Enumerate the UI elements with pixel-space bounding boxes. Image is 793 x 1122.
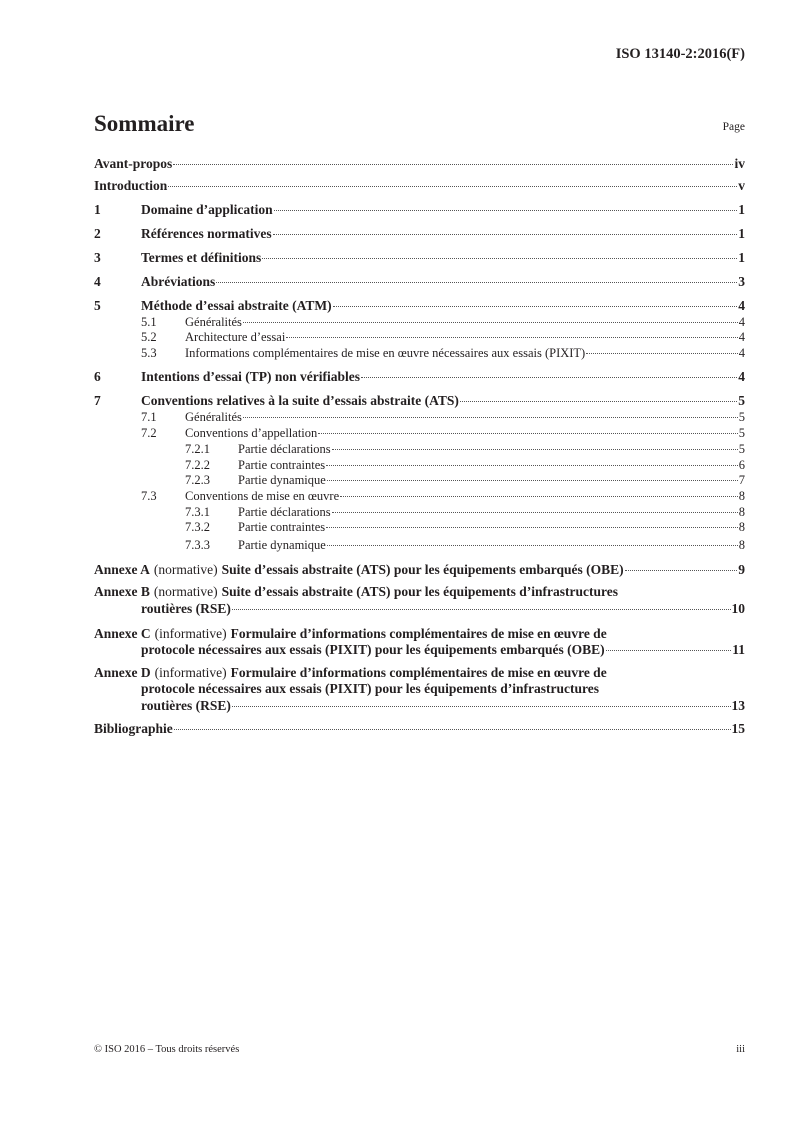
annex-label[interactable]: Annexe C (94, 626, 151, 641)
toc-entry[interactable] (185, 426, 745, 441)
toc-entry-bibliography[interactable] (94, 721, 745, 737)
toc-entry-page: 8 (738, 505, 745, 519)
toc-entry-title[interactable]: Partie déclarations (238, 442, 331, 456)
toc-entry-page: 5 (738, 426, 745, 440)
annex-title-line[interactable]: Formulaire d’informations complémentaires de mise en œuvre de (230, 665, 607, 680)
annex-line[interactable] (94, 562, 745, 578)
toc-entry-number: 5.2 (141, 330, 157, 344)
toc-entry[interactable] (185, 410, 745, 425)
toc-entry-page: 4 (738, 298, 745, 313)
toc-entry-page: 5 (738, 442, 745, 456)
toc-entry-page: iv (734, 156, 745, 171)
toc-entry-title[interactable]: Partie déclarations (238, 505, 331, 519)
toc-entry-title[interactable]: Termes et définitions (141, 250, 262, 265)
toc-entry[interactable] (185, 346, 745, 361)
toc-entry-number: 7.3 (141, 489, 157, 503)
annex-kind: (normative) (153, 562, 218, 577)
toc-entry-title[interactable]: Architecture d’essai (185, 330, 286, 344)
toc-entry-number: 7.3.2 (185, 520, 210, 534)
toc-entry-page: 6 (738, 458, 745, 472)
annex-line[interactable] (94, 626, 607, 642)
dot-leader (361, 377, 737, 378)
toc-entry-title[interactable]: Informations complémentaires de mise en œuvre nécessaires aux essais (PIXIT) (185, 346, 586, 360)
toc-entry-number: 7.3.3 (185, 538, 210, 552)
toc-entry[interactable] (238, 520, 745, 535)
annex-line[interactable] (141, 601, 745, 617)
dot-leader (274, 210, 738, 211)
dot-leader (586, 353, 738, 354)
annex-line[interactable] (94, 584, 618, 600)
toc-entry-number: 3 (94, 250, 101, 265)
annex-kind: (informative) (154, 626, 227, 641)
annex-title-line[interactable]: protocole nécessaires aux essais (PIXIT) pour les équipements d’infrastructures (141, 681, 599, 696)
toc-entry[interactable] (238, 458, 745, 473)
toc-entry-title[interactable]: Intentions d’essai (TP) non vérifiables (141, 369, 361, 384)
annex-page: 13 (731, 698, 745, 713)
dot-leader (243, 417, 738, 418)
toc-entry[interactable] (94, 156, 745, 172)
toc-entry-page: 4 (738, 330, 745, 344)
dot-leader (340, 496, 738, 497)
dot-leader (606, 650, 732, 651)
toc-entry-title[interactable]: Méthode d’essai abstraite (ATM) (141, 298, 332, 313)
toc-entry-title[interactable]: Généralités (185, 410, 242, 424)
toc-entry-page: 4 (738, 315, 745, 329)
document-id-header: ISO 13140-2:2016(F) (615, 46, 745, 62)
dot-leader (174, 729, 731, 730)
dot-leader (168, 186, 737, 187)
toc-entry[interactable] (185, 330, 745, 345)
annex-line[interactable] (141, 681, 599, 697)
toc-entry-number: 7.2.3 (185, 473, 210, 487)
dot-leader (232, 706, 731, 707)
toc-entry-title[interactable]: Partie contraintes (238, 520, 326, 534)
toc-entry-page: 4 (738, 369, 745, 384)
annex-page: 11 (732, 642, 745, 657)
annex-line[interactable] (141, 698, 745, 714)
page-column-label: Page (722, 121, 745, 133)
toc-entry-title[interactable]: Partie dynamique (238, 538, 326, 552)
toc-entry-title[interactable]: Avant-propos (94, 156, 173, 171)
toc-entry-title[interactable]: Conventions relatives à la suite d’essais abstraite (ATS) (141, 393, 459, 408)
annex-kind: (informative) (154, 665, 227, 680)
toc-entry-number: 5 (94, 298, 101, 313)
toc-entry-page: 1 (738, 202, 745, 217)
dot-leader (326, 465, 738, 466)
toc-entry[interactable] (185, 315, 745, 330)
toc-entry-page: 5 (738, 410, 745, 424)
dot-leader (318, 433, 737, 434)
annex-line[interactable] (94, 665, 607, 681)
dot-leader (326, 527, 738, 528)
toc-entry-page: 7 (738, 473, 745, 487)
toc-entry-number: 7.2.2 (185, 458, 210, 472)
footer-copyright: © ISO 2016 – Tous droits réservés (94, 1044, 240, 1055)
annex-title-line[interactable]: Formulaire d’informations complémentaires de mise en œuvre de (230, 626, 607, 641)
dot-leader (273, 234, 738, 235)
dot-leader (262, 258, 737, 259)
toc-entry-number: 7 (94, 393, 101, 408)
dot-leader (232, 609, 731, 610)
toc-entry-title[interactable]: Conventions d’appellation (185, 426, 318, 440)
annex-kind: (normative) (153, 584, 218, 599)
toc-entry-page: 8 (738, 520, 745, 534)
toc-entry-number: 7.2 (141, 426, 157, 440)
toc-entry-number: 7.1 (141, 410, 157, 424)
annex-label[interactable]: Annexe B (94, 584, 150, 599)
toc-entry-page: 1 (738, 250, 745, 265)
dot-leader (460, 401, 737, 402)
dot-leader (625, 570, 738, 571)
toc-entry-title[interactable]: Conventions de mise en œuvre (185, 489, 340, 503)
dot-leader (327, 545, 738, 546)
toc-entry-page: 1 (738, 226, 745, 241)
annex-label[interactable]: Annexe D (94, 665, 151, 680)
toc-entry-title[interactable]: Partie contraintes (238, 458, 326, 472)
toc-entry-page: 4 (738, 346, 745, 360)
toc-entry-title[interactable]: Partie dynamique (238, 473, 326, 487)
toc-entry-number: 4 (94, 274, 101, 289)
toc-entry[interactable] (141, 274, 745, 290)
annex-page: 9 (738, 562, 745, 577)
toc-entry-page: 15 (731, 721, 745, 736)
toc-title: Sommaire (94, 111, 195, 136)
toc-entry-title[interactable]: Introduction (94, 178, 168, 193)
dot-leader (286, 337, 737, 338)
annex-title-line[interactable]: Suite d’essais abstraite (ATS) pour les équipements d’infrastructures (221, 584, 619, 599)
dot-leader (327, 480, 738, 481)
annex-title-line[interactable]: routières (RSE) (141, 698, 231, 713)
dot-leader (332, 512, 738, 513)
toc-entry[interactable] (141, 393, 745, 409)
toc-entry-page: 5 (738, 393, 745, 408)
toc-entry[interactable] (141, 369, 745, 385)
annex-page: 10 (731, 601, 745, 616)
toc-entry-number: 2 (94, 226, 101, 241)
toc-entry[interactable] (141, 298, 745, 314)
toc-entry-title[interactable]: Abréviations (141, 274, 216, 289)
toc-entry-title[interactable]: Domaine d’application (141, 202, 273, 217)
dot-leader (333, 306, 738, 307)
toc-entry[interactable] (141, 250, 745, 266)
toc-entry-title[interactable]: Bibliographie (94, 721, 173, 736)
toc-entry-title[interactable]: Généralités (185, 315, 242, 329)
annex-label[interactable]: Annexe A (94, 562, 150, 577)
toc-entry-page: 8 (738, 489, 745, 503)
toc-entry[interactable] (238, 473, 745, 488)
toc-entry-title[interactable]: Références normatives (141, 226, 272, 241)
toc-entry[interactable] (185, 489, 745, 504)
toc-entry[interactable] (238, 442, 745, 457)
toc-entry-number: 7.3.1 (185, 505, 210, 519)
toc-entry-number: 7.2.1 (185, 442, 210, 456)
toc-entry-page: v (738, 178, 745, 193)
dot-leader (173, 164, 733, 165)
toc-entry-number: 5.1 (141, 315, 157, 329)
toc-entry[interactable] (94, 178, 745, 194)
annex-title-line[interactable]: routières (RSE) (141, 601, 231, 616)
toc-entry[interactable] (238, 505, 745, 520)
dot-leader (243, 322, 738, 323)
toc-entry[interactable] (141, 226, 745, 242)
annex-line[interactable] (141, 642, 745, 658)
annex-title-line[interactable]: Suite d’essais abstraite (ATS) pour les équipements embarqués (OBE) (221, 562, 624, 577)
annex-title-line[interactable]: protocole nécessaires aux essais (PIXIT) pour les équipements embarqués (OBE) (141, 642, 605, 657)
toc-entry-number: 1 (94, 202, 101, 217)
toc-entry-number: 5.3 (141, 346, 157, 360)
toc-entry-number: 6 (94, 369, 101, 384)
toc-entry[interactable] (238, 538, 745, 553)
toc-entry-page: 8 (738, 538, 745, 552)
dot-leader (332, 449, 738, 450)
toc-entry-page: 3 (738, 274, 745, 289)
footer-page-number: iii (736, 1044, 745, 1055)
toc-entry[interactable] (141, 202, 745, 218)
dot-leader (216, 282, 737, 283)
